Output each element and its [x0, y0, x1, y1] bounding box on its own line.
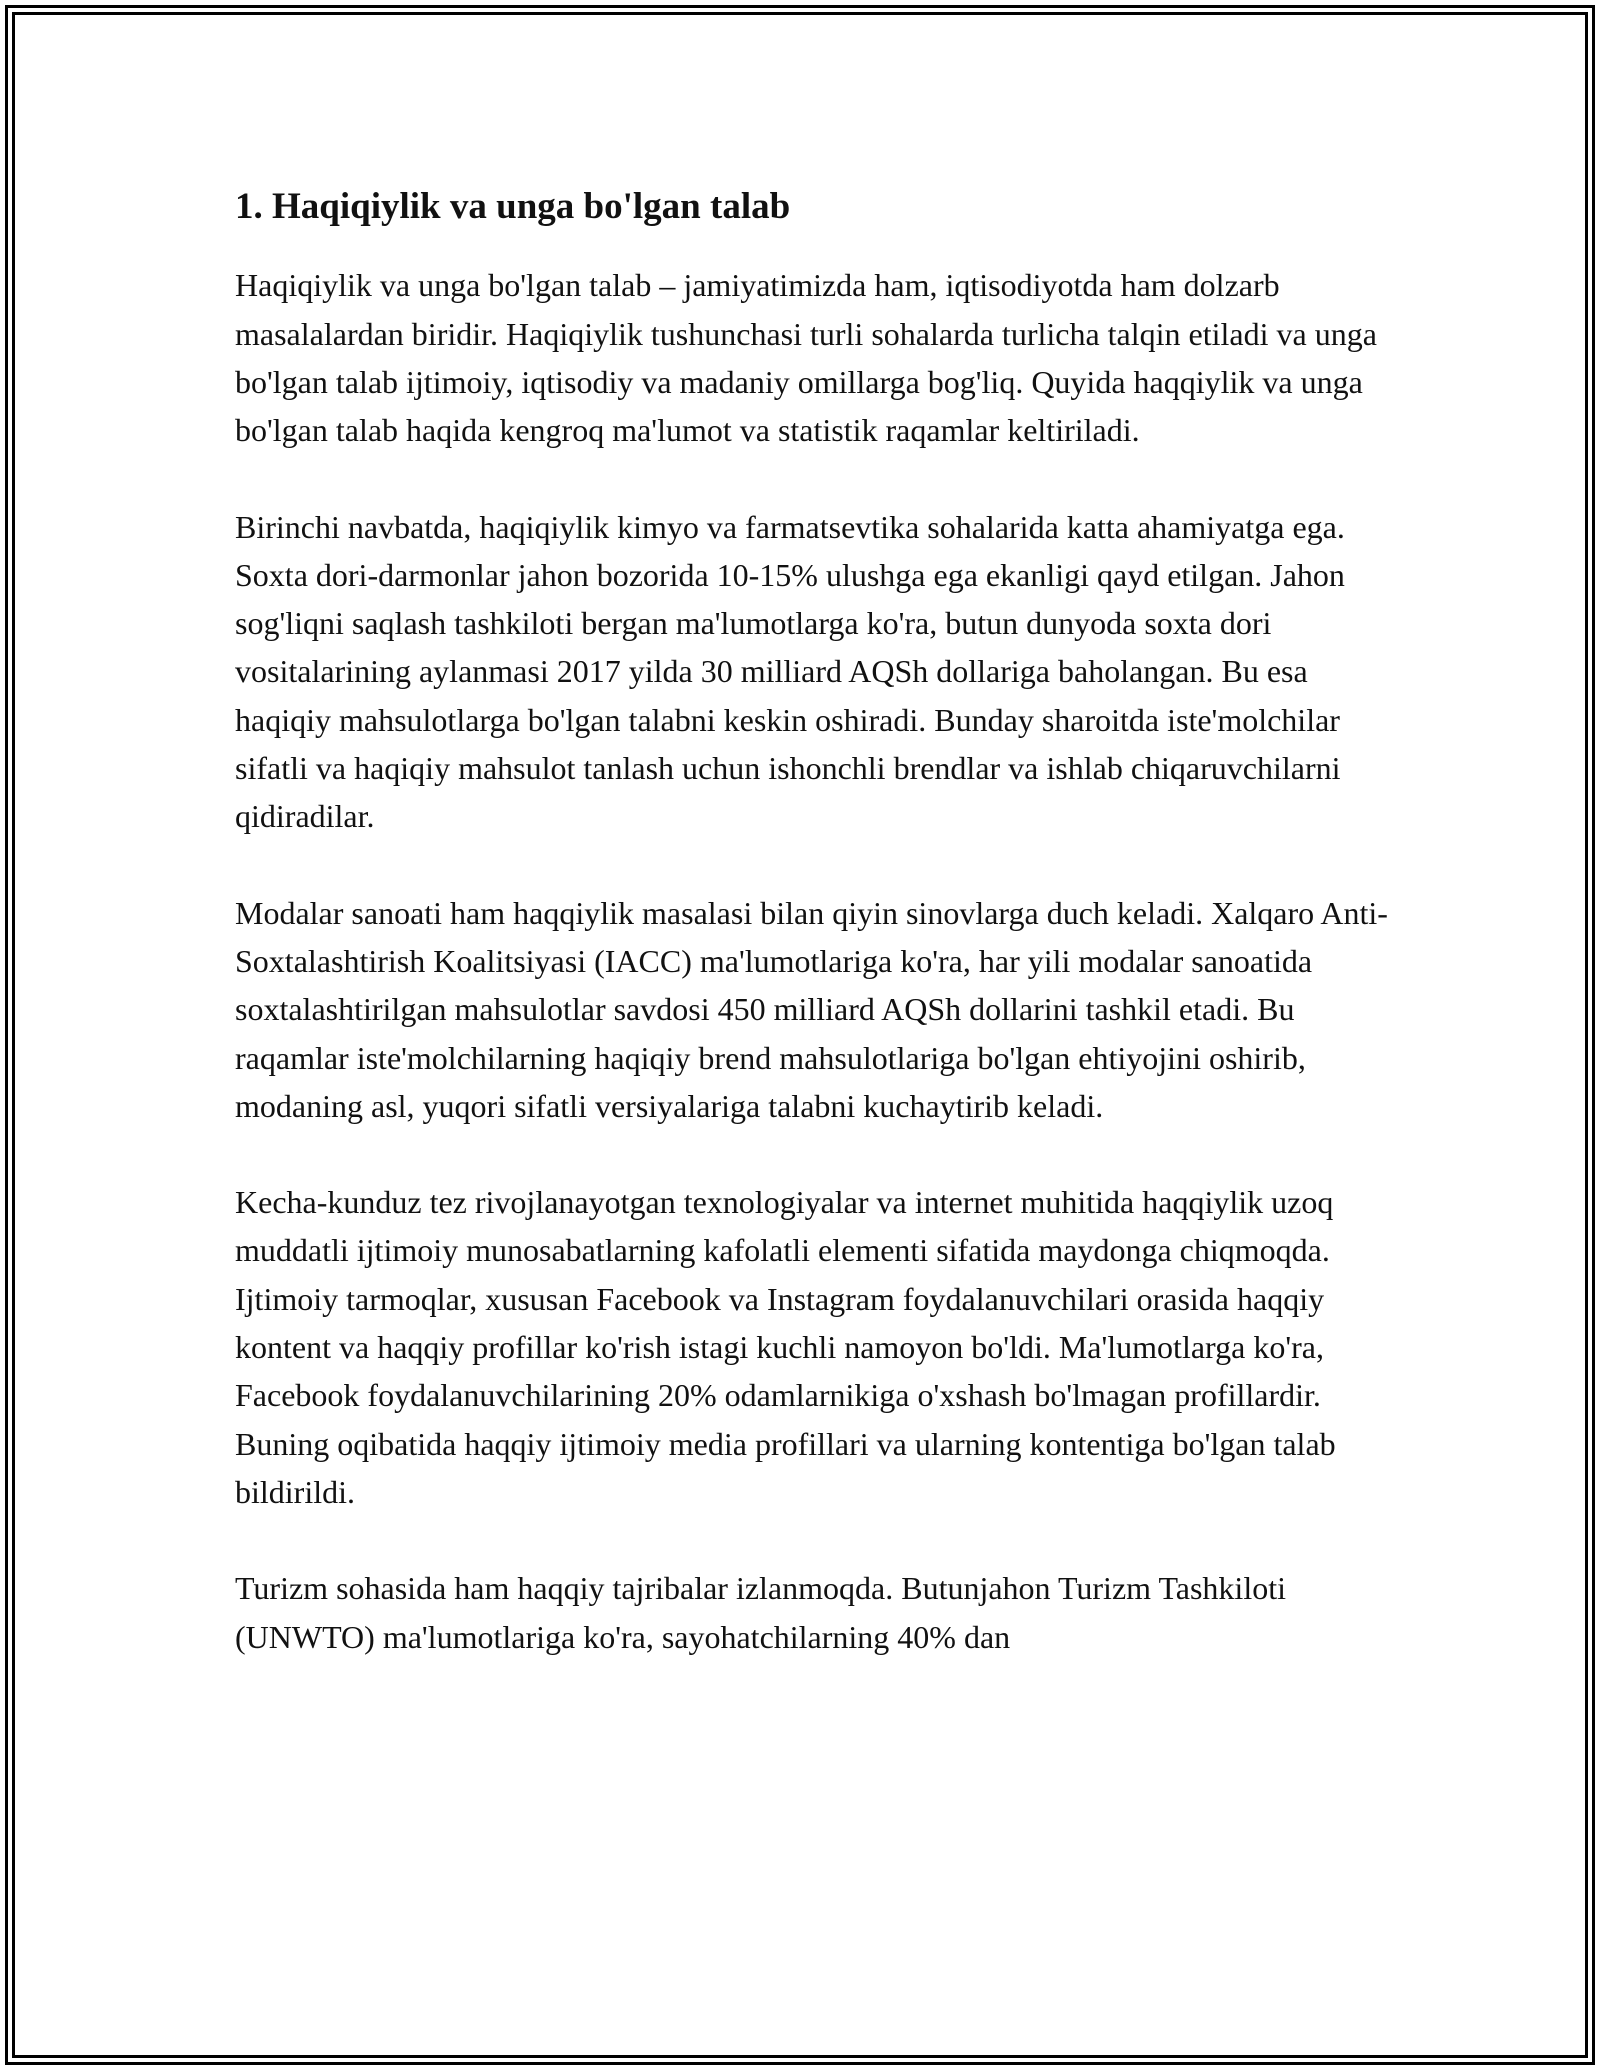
paragraph-5: Turizm sohasida ham haqqiy tajribalar izlanmoqda. Butunjahon Turizm Tashkiloti (UNWTO) ma'lumotlariga ko'ra, sayohatchilarning 40% dan [235, 1570, 1286, 1655]
document-body [235, 185, 1395, 1709]
section-heading: 1. Haqiqiylik va unga bo'lgan talab [235, 186, 791, 227]
paragraph-1: Haqiqiylik va unga bo'lgan talab – jamiyatimizda ham, iqtisodiyotda ham dolzarb masalalardan biridir. Haqiqiylik tushunchasi turli sohalarda turlicha talqin etiladi va unga bo'lgan talab ijtimoiy, iqtisodiy va madaniy omillarga bog'liq. Quyida haqqiylik va unga bo'lgan talab haqida kengroq ma'lumot va statistik raqamlar keltiriladi. [235, 267, 1377, 449]
paragraph-3: Modalar sanoati ham haqqiylik masalasi bilan qiyin sinovlarga duch keladi. Xalqaro Anti-Soxtalashtirish Koalitsiyasi (IACC) ma'lumotlariga ko'ra, har yili modalar sanoatida soxtalashtirilgan mahsulotlar savdosi 450 milliard AQSh dollarini tashkil etadi. Bu raqamlar iste'molchilarning haqiqiy brend mahsulotlariga bo'lgan ehtiyojini oshirib, modaning asl, yuqori sifatli versiyalariga talabni kuchaytirib keladi. [235, 894, 1388, 1124]
paragraph-4: Kecha-kunduz tez rivojlanayotgan texnologiyalar va internet muhitida haqqiylik uzoq muddatli ijtimoiy munosabatlarning kafolatli elementi sifatida maydonga chiqmoqda. Ijtimoiy tarmoqlar, xususan Facebook va Instagram foydalanuvchilari orasida haqqiy kontent va haqqiy profillar ko'rish istagi kuchli namoyon bo'ldi. Ma'lumotlarga ko'ra, Facebook foydalanuvchilarining 20% odamlarnikiga o'xshash bo'lmagan profillardir. Buning oqibatida haqqiy ijtimoiy media profillari va ularning kontentiga bo'lgan talab bildirildi. [235, 1184, 1336, 1510]
paragraph-2: Birinchi navbatda, haqiqiylik kimyo va farmatsevtika sohalarida katta ahamiyatga ega. Soxta dori-darmonlar jahon bozorida 10-15% ulushga ega ekanligi qayd etilgan. Jahon sog'liqni saqlash tashkiloti bergan ma'lumotlarga ko'ra, butun dunyoda soxta dori vositalarining aylanmasi 2017 yilda 30 milliard AQSh dollariga baholangan. Bu esa haqiqiy mahsulotlarga bo'lgan talabni keskin oshiradi. Bunday sharoitda iste'molchilar sifatli va haqiqiy mahsulot tanlash uchun ishonchli brendlar va ishlab chiqaruvchilarni qidiradilar. [235, 508, 1345, 835]
